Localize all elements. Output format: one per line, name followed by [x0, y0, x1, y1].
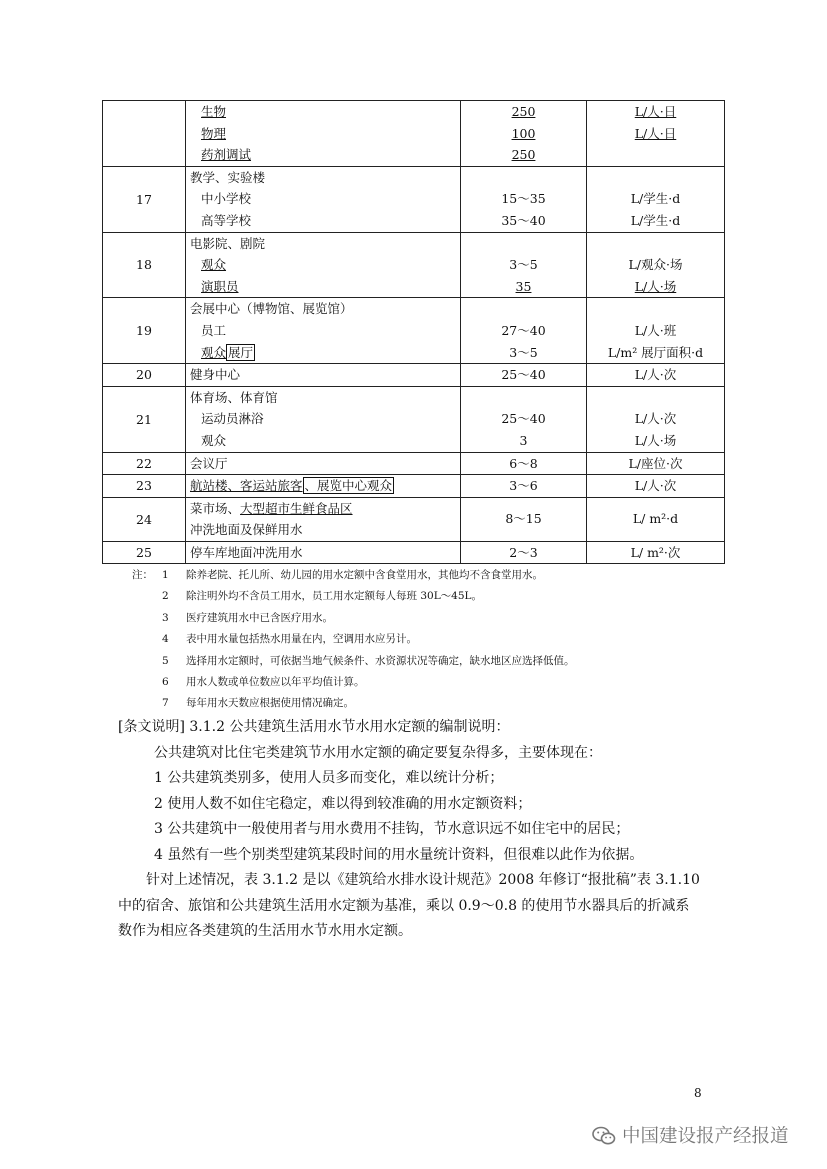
quota-value-line: [461, 101, 586, 123]
row-number: [103, 101, 186, 167]
quota-unit-cell: [587, 101, 725, 167]
quota-unit: L/人·次: [634, 478, 677, 494]
quota-value: 6～8: [509, 455, 538, 471]
explanation-point: 4 虽然有一些个别类型建筑某段时间的用水量统计资料，但很难以此作为依据。: [154, 846, 644, 863]
item-name-cell: [186, 166, 461, 232]
notes-label: 注：: [132, 569, 153, 581]
quota-unit: L/人·次: [634, 367, 677, 383]
quota-value-line: [461, 430, 586, 452]
item-name-cell: [186, 232, 461, 298]
note-number: 3: [162, 611, 169, 624]
item-name-cell: [186, 101, 461, 167]
quota-value-line: [461, 508, 586, 530]
item-name-cell: [186, 386, 461, 452]
quota-unit-line: [587, 342, 724, 364]
quota-unit: L/m² 展厅面积·d: [607, 344, 704, 360]
item-name: 体育场、体育馆: [190, 389, 278, 405]
item-name-line: [190, 453, 460, 475]
quota-value-cell: [461, 541, 587, 564]
quota-value: 3: [519, 432, 528, 448]
quota-value-line: [461, 233, 586, 255]
row-number: 24: [103, 497, 186, 541]
row-number: 23: [103, 475, 186, 498]
quota-unit: L/人·日: [634, 104, 677, 119]
item-name: 员工: [201, 322, 227, 338]
note-number: 7: [162, 697, 169, 710]
note-item: [132, 672, 575, 693]
item-name-line: [190, 254, 460, 276]
quota-value: 3～5: [509, 257, 538, 273]
quota-value-cell: [461, 475, 587, 498]
note-text: 选择用水定额时，可依据当地气候条件、水资源状况等确定，缺水地区应选择低值。: [186, 654, 575, 667]
item-name: 中小学校: [201, 191, 252, 207]
table-row: [103, 475, 725, 498]
quota-unit: L/观众·场: [628, 257, 683, 273]
quota-unit-line: [587, 188, 724, 210]
quota-unit-line: [587, 233, 724, 255]
item-name-cell: [186, 298, 461, 364]
item-name: 观众: [201, 344, 227, 360]
quota-value-line: [461, 542, 586, 564]
quota-value-line: [461, 144, 586, 166]
quota-value-cell: [461, 101, 587, 167]
table-row: [103, 101, 725, 167]
quota-value-cell: [461, 232, 587, 298]
item-name: 观众: [201, 432, 227, 448]
item-name-line: [190, 101, 460, 123]
note-item: [132, 565, 575, 586]
quota-value-line: [461, 475, 586, 497]
item-name-boxed-insert: 、展览中心观众: [304, 478, 393, 494]
item-name-line: [190, 475, 460, 497]
quota-value-line: [461, 188, 586, 210]
quota-value: 15～35: [501, 191, 546, 207]
item-name-line: [190, 276, 460, 298]
item-name-line: [190, 188, 460, 210]
quota-value: 3～5: [509, 344, 538, 360]
quota-unit: L/人·日: [634, 125, 677, 141]
row-number: 19: [103, 298, 186, 364]
explanation-point: 1 公共建筑类别多，使用人员多而变化，难以统计分析；: [154, 770, 504, 786]
item-name: 药剂调试: [201, 147, 252, 163]
quota-value: 25～40: [501, 411, 546, 427]
item-name: 会展中心（博物馆、展览馆）: [190, 301, 353, 317]
item-name-boxed-insert: 展厅: [228, 344, 254, 360]
quota-unit-line: [587, 508, 724, 530]
item-name: 物理: [201, 125, 227, 141]
quota-value-line: [461, 276, 586, 298]
row-number: 18: [103, 232, 186, 298]
table-row: [103, 364, 725, 387]
note-text: 医疗建筑用水中已含医疗用水。: [186, 611, 333, 624]
explanation-closing-line: 数作为相应各类建筑的生活用水节水用水定额。: [118, 923, 412, 939]
quota-unit-cell: [587, 541, 725, 564]
wechat-icon: [592, 1126, 616, 1146]
quota-unit-cell: [587, 475, 725, 498]
item-name: 高等学校: [201, 212, 252, 228]
note-text: 除注明外均不含员工用水，员工用水定额每人每班 30L～45L。: [186, 590, 483, 603]
quota-value-line: [461, 123, 586, 145]
quota-value-line: [461, 408, 586, 430]
quota-unit-line: [587, 254, 724, 276]
quota-unit-line: [587, 320, 724, 342]
quota-unit-line: [587, 430, 724, 452]
table-row: [103, 386, 725, 452]
item-name: 教学、实验楼: [190, 169, 266, 185]
quota-value-line: [461, 167, 586, 189]
row-number: 25: [103, 541, 186, 564]
item-name-cell: [186, 475, 461, 498]
quota-unit-line: [587, 144, 724, 166]
item-name-line: [190, 144, 460, 166]
note-item: [132, 629, 575, 650]
quota-value-line: [461, 342, 586, 364]
item-name: 生物: [201, 104, 227, 119]
table-row: [103, 541, 725, 564]
quota-unit-line: [587, 453, 724, 475]
note-number: 4: [162, 633, 169, 646]
quota-value-line: [461, 210, 586, 232]
quota-unit-line: [587, 210, 724, 232]
clause-explanation: [118, 715, 723, 945]
item-name-line: [190, 167, 460, 189]
item-name-line: [190, 498, 460, 520]
item-name-line: [190, 408, 460, 430]
quota-unit-line: [587, 123, 724, 145]
explanation-closing-line: 中的宿舍、旅馆和公共建筑生活用水定额为基准，乘以 0.9～0.8 的使用节水器具后的折减系: [118, 897, 690, 914]
quota-unit: L/人·次: [634, 411, 677, 427]
quota-unit-line: [587, 167, 724, 189]
quota-unit: L/座位·次: [628, 455, 683, 471]
quota-unit-line: [587, 364, 724, 386]
quota-value: 250: [511, 147, 536, 163]
quota-unit-line: [587, 298, 724, 320]
item-name-cell: [186, 497, 461, 541]
table-row: [103, 452, 725, 475]
item-name-line: [190, 342, 460, 364]
quota-value: 8～15: [505, 511, 542, 527]
quota-unit: L/人·场: [634, 432, 677, 448]
quota-value-cell: [461, 364, 587, 387]
item-name: 菜市场、: [190, 500, 241, 516]
quota-unit-cell: [587, 452, 725, 475]
quota-value: 35～40: [501, 212, 546, 228]
table-row: [103, 298, 725, 364]
item-name-line: [190, 233, 460, 255]
note-number: 5: [162, 654, 169, 667]
quota-value-cell: [461, 452, 587, 475]
explanation-closing-line: 针对上述情况，表 3.1.2 是以《建筑给水排水设计规范》2008 年修订“报批稿”表 3.1.10: [146, 872, 700, 888]
note-number: 2: [162, 590, 169, 603]
quota-unit-line: [587, 542, 724, 564]
explanation-intro: 公共建筑对比住宅类建筑节水用水定额的确定要复杂得多，主要体现在：: [154, 744, 602, 761]
note-text: 表中用水量包括热水用量在内，空调用水应另计。: [186, 633, 417, 646]
item-name-line: [190, 364, 460, 386]
table-row: [103, 497, 725, 541]
item-name-line: [190, 387, 460, 409]
quota-value-cell: [461, 166, 587, 232]
note-text: 除养老院、托儿所、幼儿园的用水定额中含食堂用水，其他均不含食堂用水。: [186, 569, 543, 581]
note-item: [132, 651, 575, 672]
quota-unit-cell: [587, 364, 725, 387]
row-number: 21: [103, 386, 186, 452]
item-name-line: [190, 542, 460, 564]
quota-value: 2～3: [509, 544, 538, 560]
item-name: 运动员淋浴: [201, 411, 264, 427]
quota-value: 3～6: [509, 478, 538, 494]
table-row: [103, 166, 725, 232]
quota-unit: L/学生·d: [630, 191, 681, 207]
quota-value: 25～40: [501, 367, 546, 383]
item-name: 电影院、剧院: [190, 235, 266, 251]
explanation-heading: [条文说明] 3.1.2 公共建筑生活用水节水用水定额的编制说明：: [118, 719, 510, 735]
item-name-line: [190, 430, 460, 452]
note-number: 6: [162, 676, 169, 689]
quota-unit-line: [587, 475, 724, 497]
watermark: [592, 1122, 789, 1148]
note-item: [132, 693, 575, 714]
quota-value-line: [461, 320, 586, 342]
note-number: 1: [162, 569, 169, 581]
quota-value: 27～40: [501, 322, 546, 338]
item-name: 停车库地面冲洗用水: [190, 544, 303, 560]
quota-value-line: [461, 254, 586, 276]
quota-value-line: [461, 387, 586, 409]
item-name-line: [190, 298, 460, 320]
quota-unit-cell: [587, 298, 725, 364]
water-quota-table: [102, 100, 725, 564]
item-name-line: [190, 320, 460, 342]
item-name-underlined: 大型超市生鲜食品区: [240, 500, 353, 516]
item-name-cell: [186, 541, 461, 564]
note-text: 每年用水天数应根据使用情况确定。: [186, 697, 354, 710]
quota-unit-line: [587, 387, 724, 409]
note-text: 用水人数或单位数应以年平均值计算。: [186, 676, 365, 689]
quota-unit-line: [587, 408, 724, 430]
table-row: [103, 232, 725, 298]
item-name-cell: [186, 452, 461, 475]
quota-value: 35: [515, 278, 532, 294]
note-item: [132, 608, 575, 629]
quota-unit-cell: [587, 386, 725, 452]
quota-unit-cell: [587, 166, 725, 232]
item-name: 观众: [201, 257, 227, 273]
quota-unit-line: [587, 276, 724, 298]
explanation-point: 2 使用人数不如住宅稳定，难以得到较准确的用水定额资料；: [154, 795, 532, 812]
item-name: 航站楼、客运站旅客: [190, 478, 303, 494]
item-name: 健身中心: [190, 367, 241, 383]
quota-value-cell: [461, 386, 587, 452]
item-name-cell: [186, 364, 461, 387]
item-name-line: [190, 210, 460, 232]
quota-unit-cell: [587, 497, 725, 541]
quota-value-cell: [461, 298, 587, 364]
quota-unit: L/人·场: [634, 278, 677, 294]
quota-value-line: [461, 298, 586, 320]
item-name-line: [190, 519, 460, 541]
quota-value: 100: [511, 125, 536, 141]
item-name: 冲洗地面及保鲜用水: [190, 522, 303, 538]
table-body: [103, 101, 725, 564]
quota-unit-cell: [587, 232, 725, 298]
row-number: 22: [103, 452, 186, 475]
item-name-line: [190, 123, 460, 145]
watermark-text: 中国建设报产经报道: [622, 1126, 789, 1147]
note-item: [132, 586, 575, 607]
quota-unit: L/人·班: [634, 322, 677, 338]
quota-unit-line: [587, 101, 724, 123]
quota-value-line: [461, 453, 586, 475]
row-number: 17: [103, 166, 186, 232]
quota-unit: L/学生·d: [630, 212, 681, 228]
quota-unit: L/ m²·d: [632, 511, 679, 527]
item-name: 会议厅: [190, 455, 228, 471]
explanation-point: 3 公共建筑中一般使用者与用水费用不挂钩，节水意识远不如住宅中的居民；: [154, 821, 630, 837]
item-name: 演职员: [201, 278, 239, 294]
quota-unit: L/ m²·次: [630, 544, 681, 560]
table-notes: [132, 565, 575, 715]
quota-value-cell: [461, 497, 587, 541]
quota-value: 250: [511, 104, 536, 119]
page-number: 8: [694, 1086, 702, 1100]
quota-value-line: [461, 364, 586, 386]
row-number: 20: [103, 364, 186, 387]
